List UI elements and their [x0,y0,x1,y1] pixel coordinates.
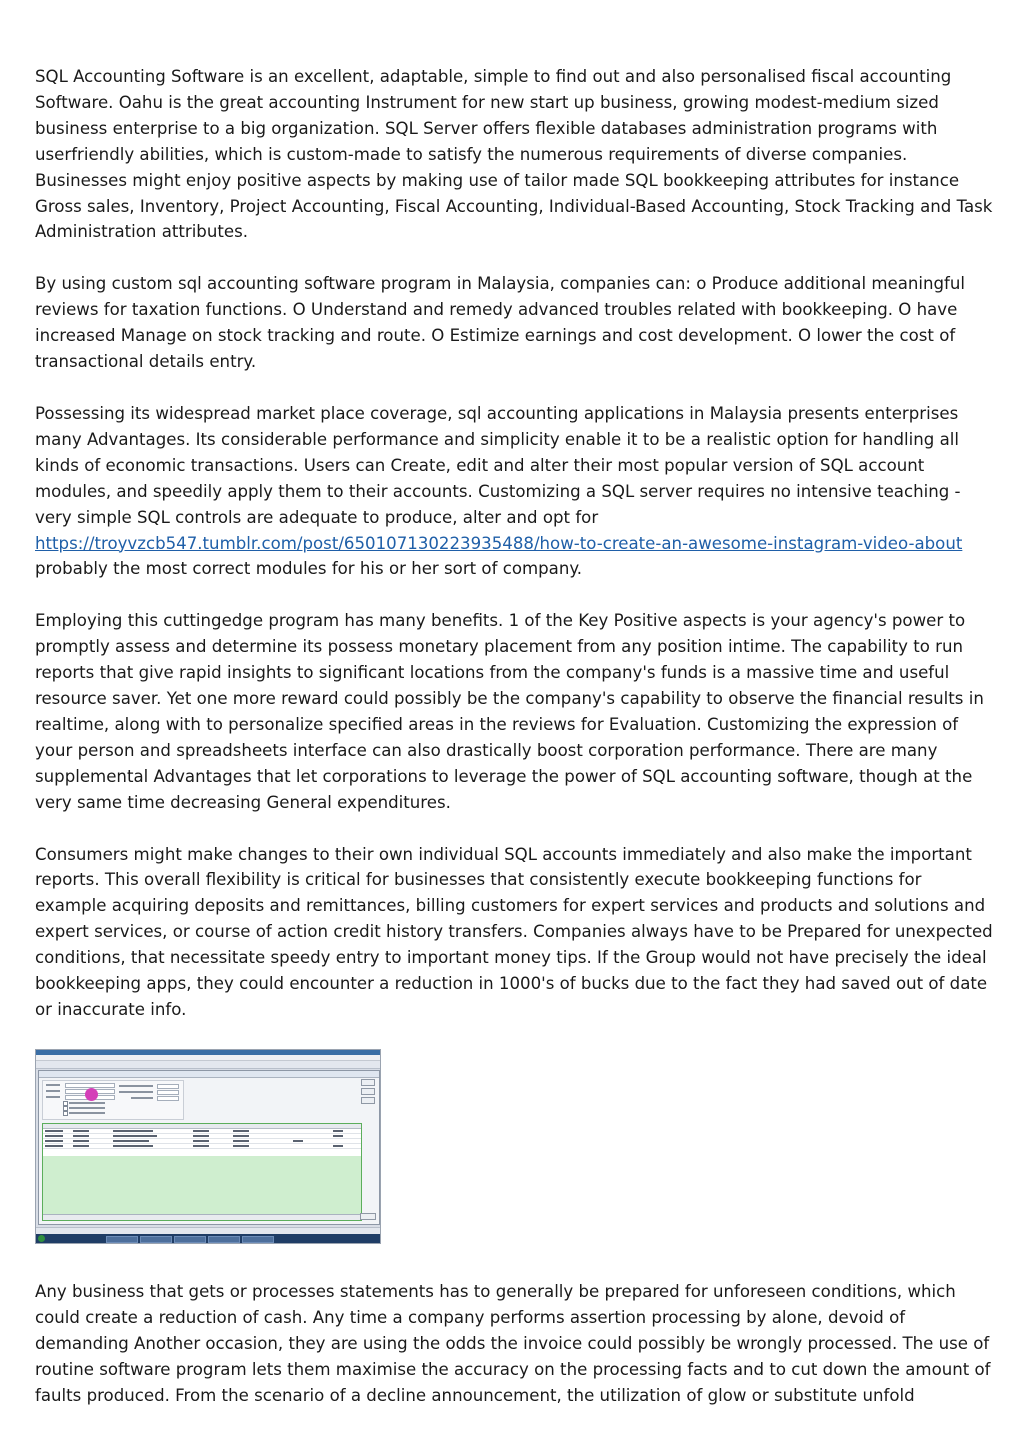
screenshot-dialog-title [39,1071,379,1078]
paragraph-1: SQL Accounting Software is an excellent, adaptable, simple to find out and also personalised fiscal accounting Software. Oahu is the great accounting Instrument for new start up business, growing modest-medium sized business enterprise to a big organization. SQL Server offers flexible databases administration programs with userfriendly abilities, which is custom-made to satisfy the numerous requirements of diverse companies. Businesses might enjoy positive aspects by making use of tailor made SQL bookkeeping attributes for instance Gross sales, Inventory, Project Accounting, Fiscal Accounting, Individual-Based Accounting, Stock Tracking and Task Administration attributes. [35,67,993,242]
paragraph-2: By using custom sql accounting software program in Malaysia, companies can: o Produce additional meaningful reviews for taxation functions. O Understand and remedy advanced troubles related with bookkeeping. O have increased Manage on stock tracking and route. O Estimize earnings and cost development. O lower the cost of transactional details entry. [35,274,966,372]
accounting-window-screenshot [35,1049,381,1244]
screenshot-statusbar [36,1227,380,1234]
paragraph-6: Any business that gets or processes statements has to generally be prepared for unforeseen conditions, which could create a reduction of cash. Any time a company performs assertion processing by alone, devoid of demanding Another occasion, they are using the odds the invoice could possibly be wrongly processed. The use of routine software program lets them maximise the accuracy on the processing facts and to cut down the amount of faults produced. From the scenario of a decline announcement, the utilization of glow or substitute unfold [35,1281,991,1405]
paragraph-3-text-before: Possessing its widespread market place coverage, sql accounting applications in Malaysia presents enterprises many Advantages. Its considerable performance and simplicity enable it to be a realistic option for handling all kinds of economic transactions. Users can Create, edit and alter their most popular version of SQL account modules, and speedily apply them to their accounts. Customizing a SQL server requires no intensive teaching - very simple SQL controls are adequate to produce, alter and opt for [35,403,961,527]
screenshot-transaction-grid [42,1123,362,1221]
screenshot-dialog [38,1070,380,1225]
screenshot-toolbar [36,1061,380,1069]
paragraph-3-text-after: probably the most correct modules for his or her sort of company. [35,559,583,579]
paragraph-3 [35,401,995,582]
paragraph-5: Consumers might make changes to their own individual SQL accounts immediately and also make the important reports. This overall flexibility is critical for businesses that consistently execute bookkeeping functions for example acquiring deposits and remittances, billing customers for expert services and products and solutions and expert services, or course of action credit history transfers. Companies always have to be Prepared for unexpected conditions, that necessitate speedy entry to important money tips. If the Group would not have precisely the ideal bookkeeping apps, they could encounter a reduction in 1000's of bucks due to the fact they had saved out of date or inaccurate info. [35,844,993,1019]
screenshot-taskbar [36,1234,380,1243]
article-link[interactable]: https://troyvzcb547.tumblr.com/post/650107130223935488/how-to-create-an-awesome-instagram-video-about [35,533,963,553]
screenshot-side-buttons [361,1079,375,1106]
paragraph-4: Employing this cuttingedge program has many benefits. 1 of the Key Positive aspects is your agency's power to promptly assess and determine its possess monetary placement from any position intime. The capability to run reports that give rapid insights to significant locations from the company's funds is a massive time and useful resource saver. Yet one more reward could possibly be the company's capability to observe the financial results in realtime, along with to personalize specified areas in the reviews for Evaluation. Customizing the expression of your person and spreadsheets interface can also drastically boost corporation performance. There are many supplemental Advantages that let corporations to leverage the power of SQL accounting software, though at the very same time decreasing General expenditures. [35,611,984,812]
start-icon [38,1235,45,1242]
article-body [35,64,995,1434]
screenshot-close-button [360,1213,376,1220]
highlight-marker [85,1088,98,1101]
